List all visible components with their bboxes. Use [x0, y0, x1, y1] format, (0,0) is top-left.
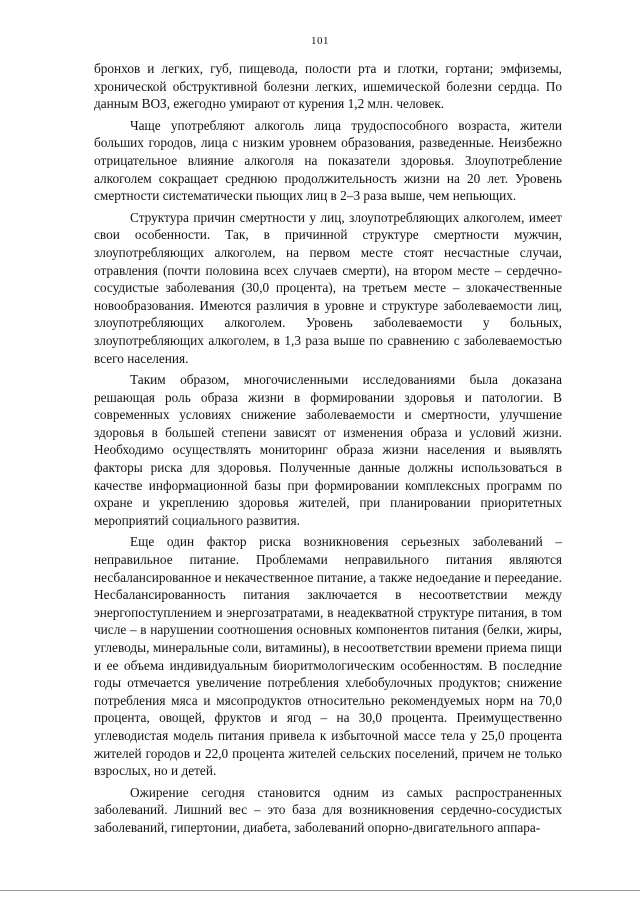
- paragraph-obesity: Ожирение сегодня становится одним из самых распространенных заболеваний. Лишний вес – это база для возникновения сердечно-сосудистых заболеваний, гипертонии, диабета, заболеваний опорно-двигательного аппара-: [94, 784, 562, 835]
- paragraph-continuation: бронхов и легких, губ, пищевода, полости рта и глотки, гортани; эмфиземы, хронической обструктивной болезни легких, ишемической болезни сердца. По данным ВОЗ, ежегодно умирают от курения 1,2 млн. человек.: [94, 61, 562, 112]
- paragraph-improper-nutrition: Еще один фактор риска возникновения серьезных заболеваний – неправильное питание. Проблемами неправильного питания являются несбалансированное и некачественное питание, а также недоедание и переедание. Несбалансированность питания заключается в несоответствии между энергопоступлением и энергозатратами, в неадекватной структуре питания, в том числе – в нарушении соотношения основных компонентов питания (белки, жиры, углеводы, минеральные соли, витамины), в несоответствии времени приема пищи и ее объема индивидуальным биоритмологическим особенностям. В последние годы отмечается увеличение потребления хлебобулочных продуктов; снижение потребления мяса и мясопродуктов относительно рекомендуемых норм на 70,0 процента, овощей, фруктов и ягод – на 30,0 процента. Преимущественно углеводистая модель питания привела к избыточной массе тела у 25,0 процента жителей городов и 22,0 процента жителей сельских поселений, причем не только взрослых, но и детей.: [94, 534, 562, 779]
- page-bottom-divider: [0, 890, 640, 891]
- paragraph-mortality-structure: Структура причин смертности у лиц, злоупотребляющих алкоголем, имеет свои особенности. Так, в причинной структуре смертности мужчин, злоупотребляющих алкоголем, на первом месте стоят несчастные случаи, отравления (почти половина всех случаев смерти), на втором месте – сердечно-сосудистые заболевания (30,0 процента), на третьем месте – злокачественные новообразования. Имеются различия в уровне и структуре заболеваемости лиц, злоупотребляющих алкоголем. Уровень заболеваемости у больных, злоупотребляющих алкоголем, в 1,3 раза выше по сравнению с заболеваемостью всего населения.: [94, 209, 562, 366]
- paragraph-alcohol-consumers: Чаще употребляют алкоголь лица трудоспособного возраста, жители больших городов, лица с низким уровнем образования, разведенные. Неизбежно отрицательное влияние алкоголя на показатели здоровья. Злоупотребление алкоголем сокращает среднюю продолжительность жизни на 20 лет. Уровень смертности систематически пьющих лиц в 2–3 раза выше, чем непьющих.: [94, 117, 562, 204]
- document-body: [94, 60, 562, 837]
- page-number: 101: [311, 35, 329, 47]
- paragraph-lifestyle-conclusion: Таким образом, многочисленными исследованиями была доказана решающая роль образа жизни в формировании здоровья и патологии. В современных условиях снижение заболеваемости и смертности, улучшение здоровья в большей степени зависят от изменения образа и условий жизни. Необходимо осуществлять мониторинг образа жизни населения и выявлять факторы риска для здоровья. Полученные данные должны использоваться в качестве информационной базы при формировании комплексных программ по охране и укреплению здоровья жителей, при планировании приоритетных мероприятий социального развития.: [94, 372, 562, 528]
